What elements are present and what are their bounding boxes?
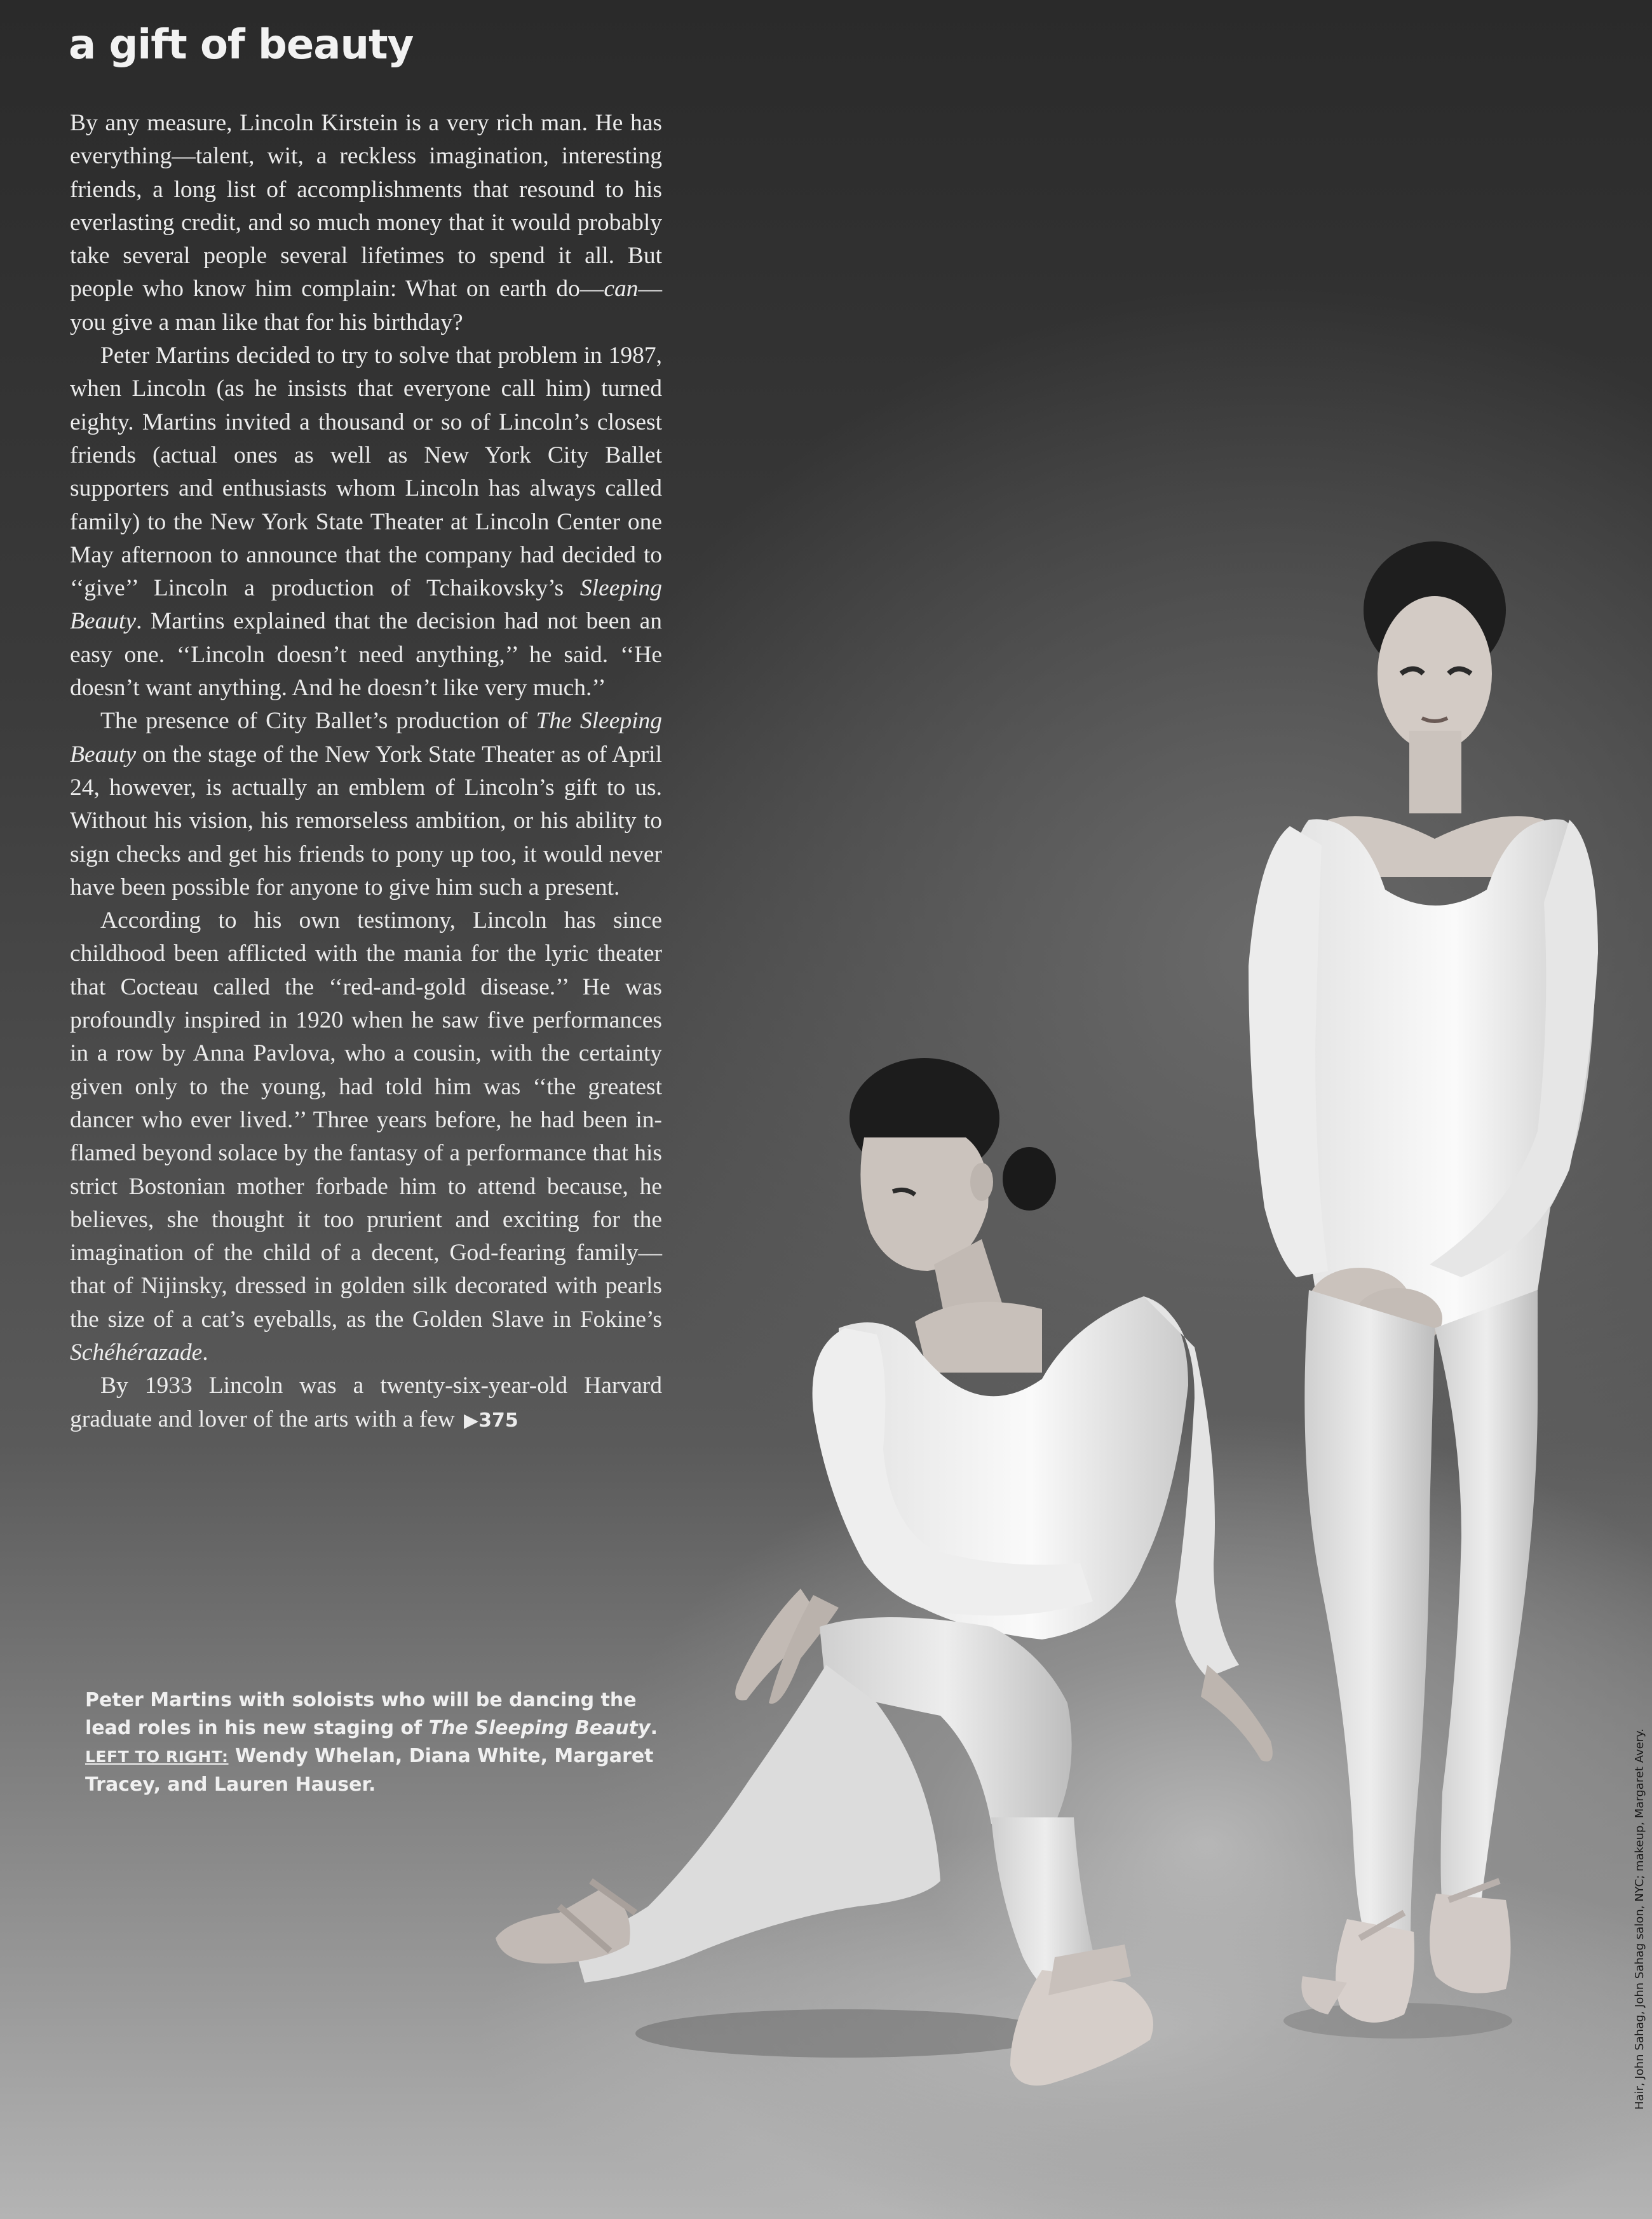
paragraph-text: . Martins explained that the decision had not been an easy one. ‘‘Lincoln doesn’t need anything,’’ he said. ‘‘He doesn’t want anything. And he doesn’t like very much.’’ (70, 608, 662, 702)
italic-text: Sleeping Beauty (70, 575, 662, 635)
paragraph-text: Peter Martins decided to try to solve that problem in 1987, when Lincoln (as he insists that everyone call him) turned eighty. Martins invited a thousand or so of Lincoln’s closest friends (actual ones as well as New York City Ballet supporters and enthusiasts whom Lincoln has always called family) to the New York State Theater at Lincoln Center one May afternoon to announce that the company had decided to ‘‘give’’ Lincoln a production of Tchaikovsky’s (70, 343, 662, 602)
article-headline: a gift of beauty (69, 22, 414, 69)
paragraph-text: By 1933 Lincoln was a twenty-six-year-old Harvard graduate and lover of the arts with a few (70, 1373, 662, 1432)
paragraph-5 (70, 1369, 662, 1437)
photo-caption (85, 1686, 673, 1799)
italic-text: can (604, 276, 639, 302)
italic-text: The Sleeping Beauty (70, 708, 662, 768)
caption-lead-in: LEFT TO RIGHT: (85, 1747, 229, 1766)
continued-on-page-link[interactable]: ▶375 (464, 1409, 518, 1432)
paragraph-1 (70, 107, 662, 339)
paragraph-text: The presence of City Ballet’s production of (100, 708, 536, 735)
photo-credit: Hair, John Sahag, John Sahag salon, NYC; makeup, Margaret Avery. (1633, 1728, 1646, 2110)
paragraph-2 (70, 339, 662, 705)
caption-text: Peter Martins with soloists who will be dancing the lead roles in his new staging of (85, 1689, 637, 1739)
paragraph-text: . (202, 1339, 208, 1366)
paragraph-4 (70, 904, 662, 1369)
caption-names: Wendy Whelan, Diana White, Margaret Tracey, and Lauren Hauser. (85, 1745, 654, 1796)
italic-text: Schéhérazade (70, 1339, 203, 1366)
standing-dancer (1249, 541, 1598, 2039)
article-body (70, 107, 662, 1437)
caption-title: The Sleeping Beauty (428, 1717, 651, 1739)
paragraph-3 (70, 705, 662, 904)
paragraph-text: According to his own testimony, Lincoln has since childhood been afflicted with the mania for the lyric theater that Cocteau called the ‘‘red-and-gold disease.’’ He was profoundly inspired in 1920 when he saw five performances in a row by Anna Pavlova, who a cousin, with the certainty given only to the young, had told him was ‘‘the greatest dancer who ever lived.’’ Three years before, he had been inflamed beyond solace by the fantasy of a performance that his strict Bostonian mother forbade him to attend because, he believes, she thought it too prurient and exciting for the imagination of the child of a decent, God-fearing family—that of Nijinsky, dressed in golden silk decorated with pearls the size of a cat’s eyeballs, as the Golden Slave in Fokine’s (70, 907, 662, 1333)
paragraph-text: on the stage of the New York State Theater as of April 24, however, is actually an emblem of Lincoln’s gift to us. Without his vision, his remorseless ambition, or his ability to sign checks and get his friends to pony up too, it would never have been possible for anyone to give him such a present. (70, 741, 662, 900)
paragraph-text: —you give a man like that for his birthday? (70, 276, 662, 336)
caption-text: . (650, 1717, 658, 1739)
paragraph-text: By any measure, Lincoln Kirstein is a very rich man. He has everything—talent, wit, a reckless imagination, interesting friends, a long list of accomplishments that resound to his everlasting credit, and so much money that it would probably take several people several lifetimes to spend it all. But people who know him complain: What on earth do— (70, 110, 662, 302)
